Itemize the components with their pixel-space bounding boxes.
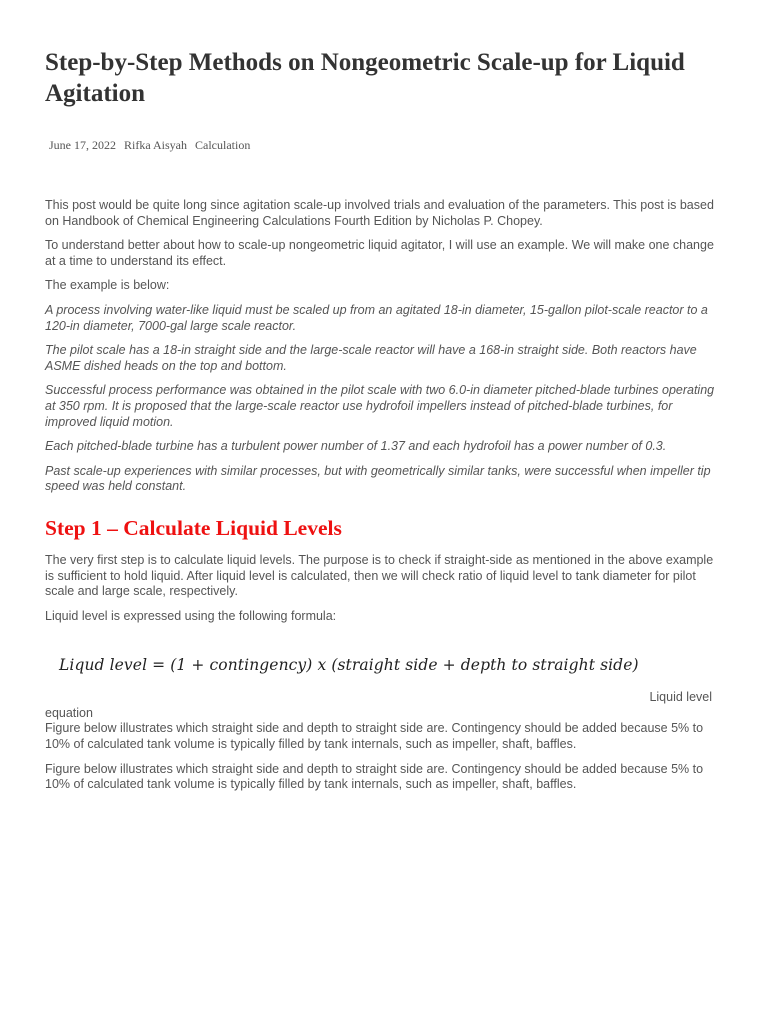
example-paragraph: Each pitched-blade turbine has a turbulent power number of 1.37 and each hydrofoil has a power number of 0.3. — [45, 439, 667, 454]
intro-paragraph: To understand better about how to scale-up nongeometric liquid agitator, I will use an example. We will make one change at a time to understand its effect. — [45, 238, 714, 268]
example-paragraph: Successful process performance was obtained in the pilot scale with two 6.0-in diameter pitched-blade turbines operating at 350 rpm. It is proposed that the large-scale reactor use hydrofoil impellers instead of pitched-blade turbines, for improved liquid motion. — [45, 383, 715, 429]
post-author[interactable]: Rifka Aisyah — [124, 138, 187, 152]
caption-line-2: equation — [45, 705, 93, 720]
step1-heading: Step 1 – Calculate Liquid Levels — [45, 515, 342, 540]
intro-paragraph: The example is below: — [45, 278, 170, 293]
intro-paragraph: This post would be quite long since agitation scale-up involved trials and evaluation of the parameters. This post is based on Handbook of Chemical Engineering Calculations Fourth Edition by Nicholas P. Chopey. — [45, 198, 714, 228]
figure-description: Figure below illustrates which straight side and depth to straight side are. Contingency should be added because 5% to 10% of calculated tank volume is typically filled by tank internals, such as impeller, shaft, baffles. — [45, 761, 704, 792]
caption-line-1: Liquid level — [649, 690, 712, 705]
example-paragraph: Past scale-up experiences with similar processes, but with geometrically similar tanks, were successful when impeller tip speed was held constant. — [45, 463, 711, 494]
liquid-level-formula-image: Liqud level = (1 + contingency) x (straight side + depth to straight side) — [59, 656, 639, 675]
article-body — [45, 198, 723, 802]
post-date[interactable]: June 17, 2022 — [49, 138, 116, 152]
example-paragraph: The pilot scale has a 18-in straight side and the large-scale reactor will have a 168-in straight side. Both reactors have ASME dished heads on the top and bottom. — [45, 343, 697, 373]
step1-paragraph: The very first step is to calculate liquid levels. The purpose is to check if straight-side as mentioned in the above example is sufficient to hold liquid. After liquid level is calculated, then we will check ratio of liquid level to tank diameter for pilot scale and large scale, respectively. — [45, 552, 714, 599]
example-paragraph: A process involving water-like liquid must be scaled up from an agitated 18-in diameter, 15-gallon pilot-scale reactor to a 120-in diameter, 7000-gal large scale reactor. — [45, 302, 708, 333]
step1-paragraph: Liquid level is expressed using the following formula: — [45, 608, 337, 623]
page-title: Step-by-Step Methods on Nongeometric Scale-up for Liquid Agitation — [45, 49, 685, 107]
formula-caption — [45, 690, 723, 721]
post-category[interactable]: Calculation — [195, 138, 251, 152]
post-meta — [49, 138, 255, 153]
figure-description: Figure below illustrates which straight side and depth to straight side are. Contingency should be added because 5% to 10% of calculated tank volume is typically filled by tank internals, such as impeller, shaft, baffles. — [45, 721, 704, 752]
